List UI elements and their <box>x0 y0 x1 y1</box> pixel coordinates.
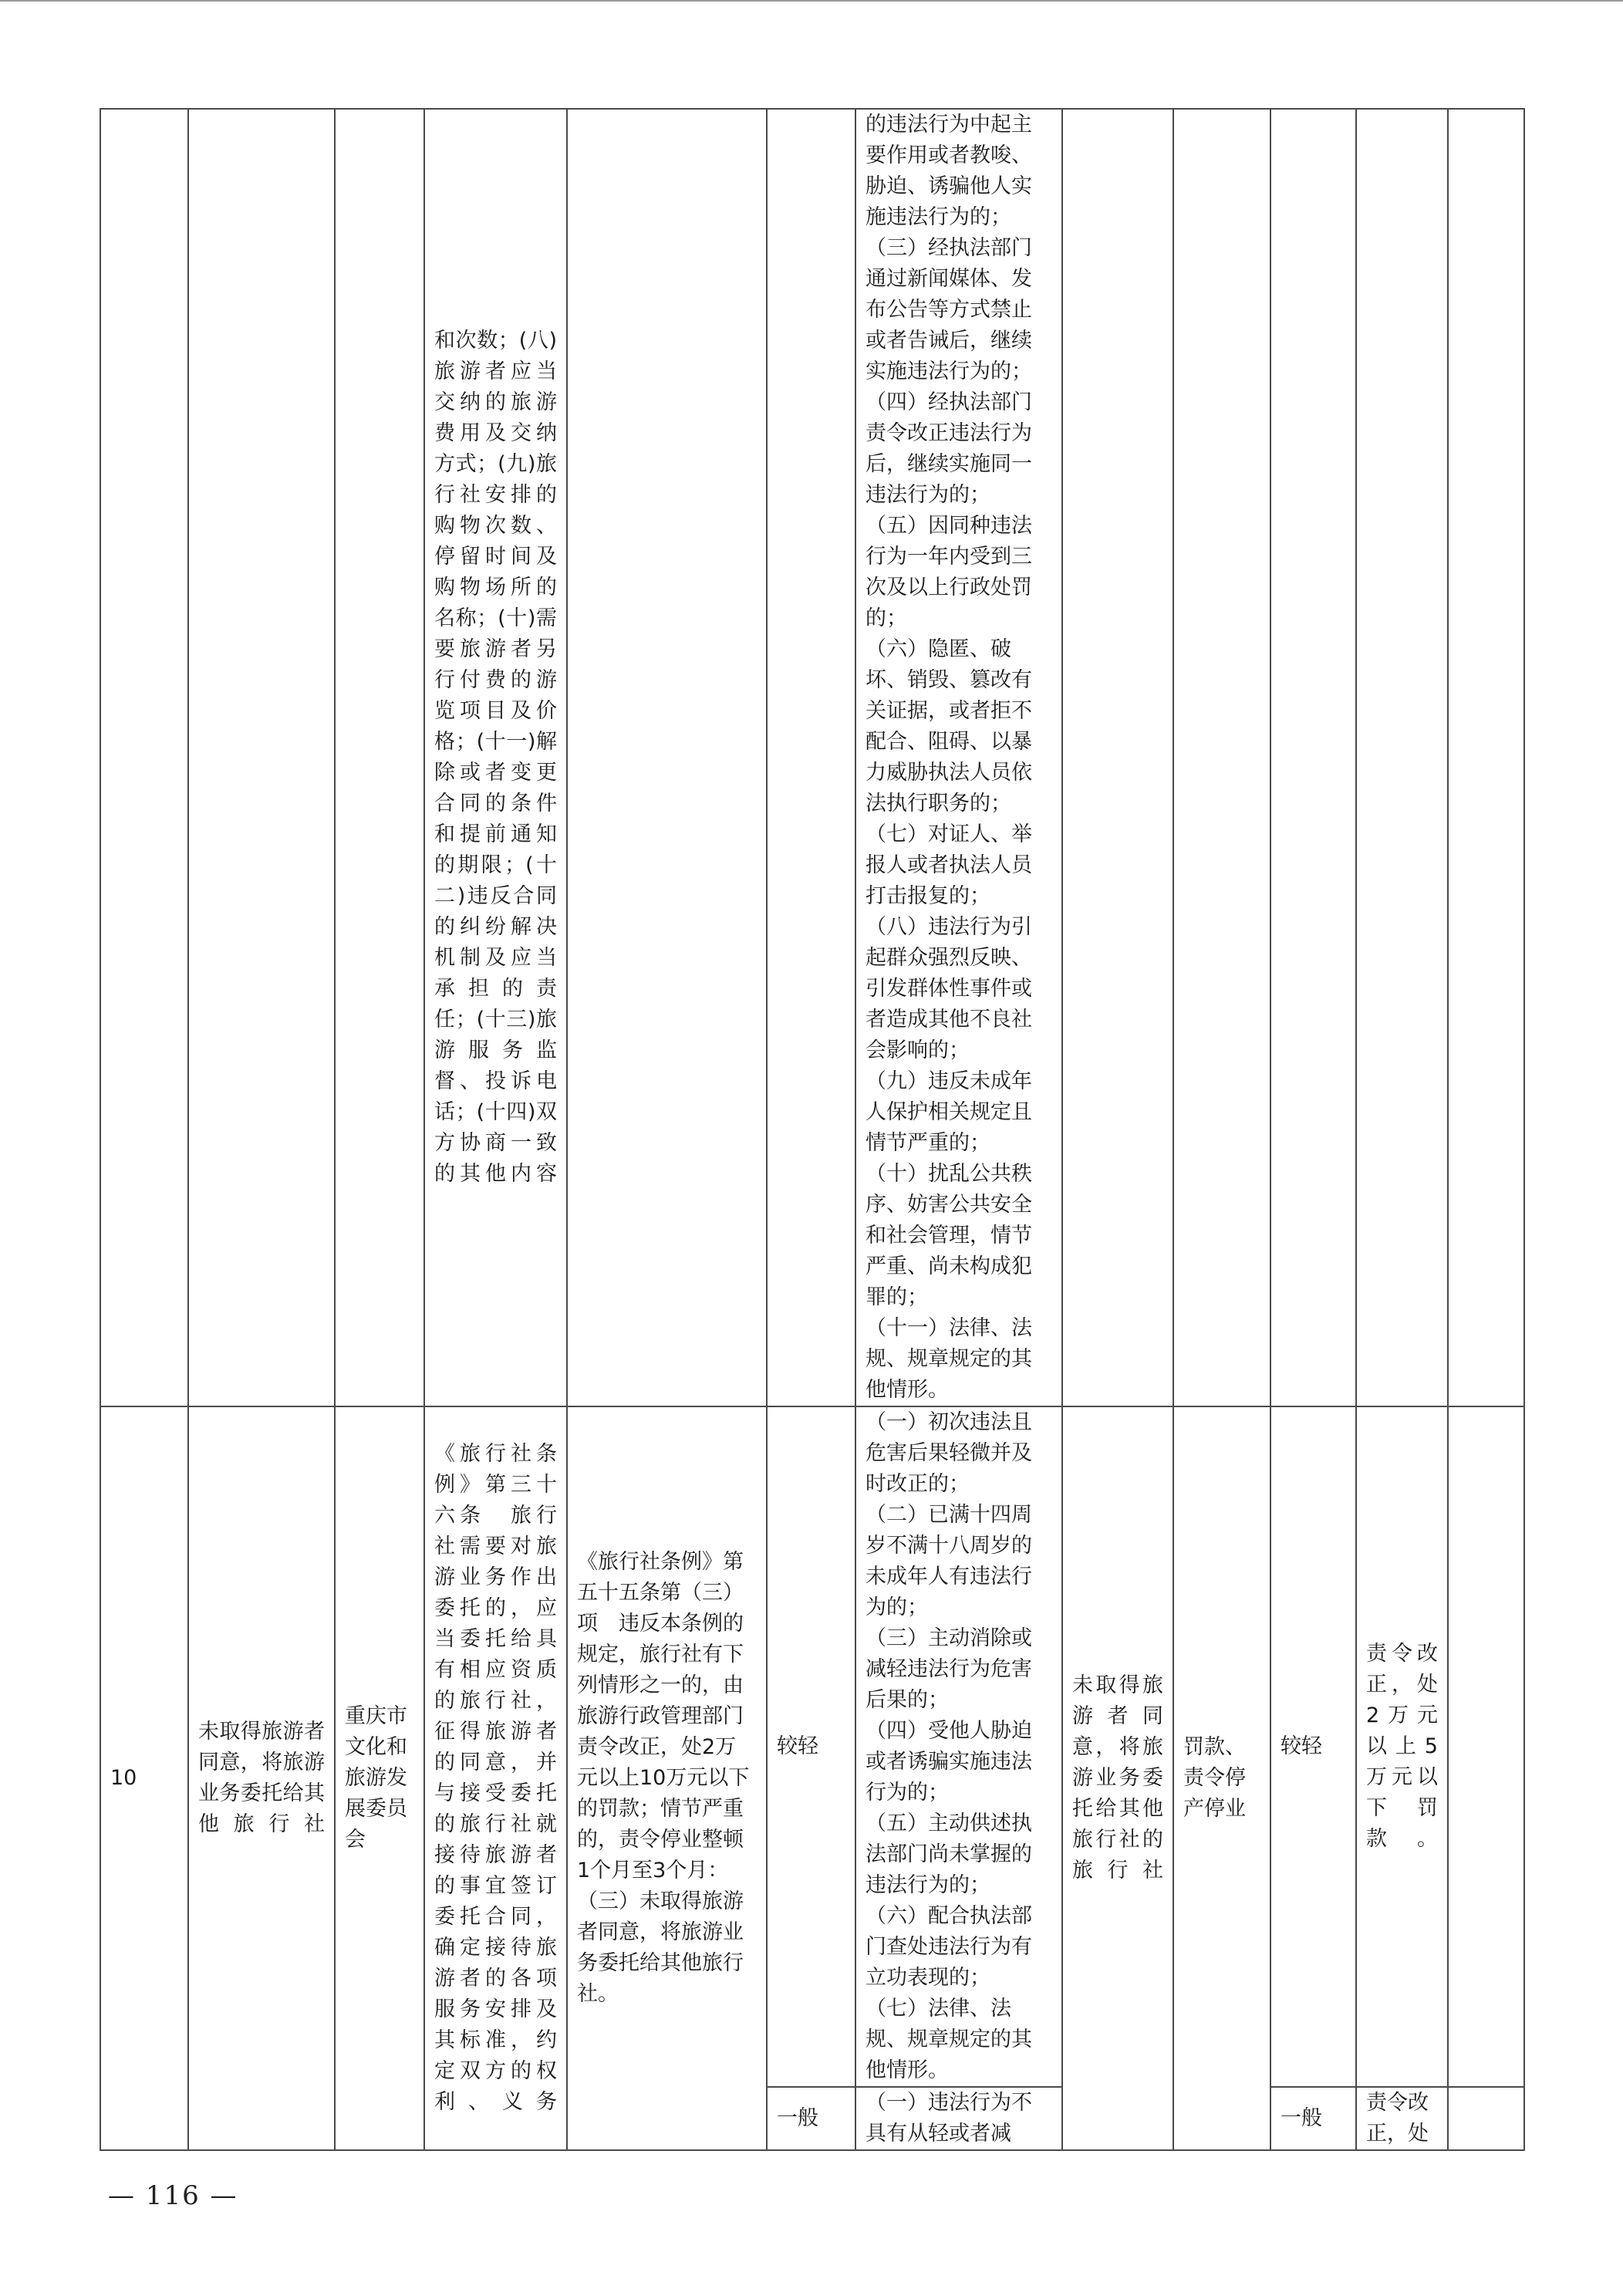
cell-level: 较轻 <box>767 1406 855 2087</box>
cell-remark <box>1448 109 1524 1406</box>
cell-discretion-level: 较轻 <box>1270 1406 1356 2087</box>
circumstance-item: （三）主动消除或减轻违法行为危害后果的； <box>865 1626 1032 1712</box>
cell-standard: 责令改正，处2万元以上5万元以下罚款。 <box>1356 1406 1448 2087</box>
cell-remark <box>1448 2087 1524 2150</box>
circumstance-item: 的违法行为中起主要作用或者教唆、胁迫、诱骗他人实施违法行为的； <box>865 113 1032 229</box>
cell-standard <box>1356 109 1448 1406</box>
cell-basis-clause: 《旅行社条例》第三十六条 旅行社需要对旅游业务作出委托的，应当委托给具有相应资质的旅行社，征得旅游者的同意，并与接受委托的旅行社就接待旅游者的事宜签订委托合同，确定接待旅游者的各项服务安排及其标准，约定双方的权利、义务 <box>424 1406 567 2150</box>
cell-level <box>767 109 855 1406</box>
circumstance-item: （七）法律、法规、规章规定的其他情形。 <box>865 1997 1032 2082</box>
cell-no: 10 <box>100 1406 188 2150</box>
circumstance-item: （五）主动供述执法部门尚未掌握的违法行为的； <box>865 1811 1032 1897</box>
cell-no <box>100 109 188 1406</box>
cell-department: 重庆市文化和旅游发展委员会 <box>335 1406 424 2150</box>
cell-violation-summary <box>1062 109 1173 1406</box>
circumstance-item: （九）违反未成年人保护相关规定且情节严重的； <box>865 1069 1032 1155</box>
page-number: — 116 — <box>108 2180 238 2211</box>
circumstance-item: （六）配合执法部门查处违法行为有立功表现的； <box>865 1904 1032 1990</box>
cell-level: 一般 <box>767 2087 855 2150</box>
cell-circumstances <box>855 109 1062 1406</box>
cell-standard: 责令改正，处 <box>1356 2087 1448 2150</box>
cell-discretion-level <box>1270 109 1356 1406</box>
table-row-10 <box>100 1406 1524 2087</box>
circumstance-item: （五）因同种违法行为一年内受到三次及以上行政处罚的； <box>865 514 1032 630</box>
circumstance-item: （十）扰乱公共秩序、妨害公共安全和社会管理，情节严重、尚未构成犯罪的； <box>865 1162 1032 1309</box>
circumstance-item: （四）经执法部门责令改正违法行为后，继续实施同一违法行为的； <box>865 390 1032 507</box>
circumstance-item: （一）违法行为不具有从轻或者减 <box>865 2091 1032 2146</box>
cell-violation <box>188 109 335 1406</box>
table-row-continued <box>100 109 1524 1406</box>
cell-discretion-level: 一般 <box>1270 2087 1356 2150</box>
circumstance-item: （四）受他人胁迫或者诱骗实施违法行为的； <box>865 1719 1032 1805</box>
cell-penalty-clause <box>567 109 767 1406</box>
cell-violation: 未取得旅游者同意，将旅游业务委托给其他旅行社 <box>188 1406 335 2150</box>
circumstance-item: （一）初次违法且危害后果轻微并及时改正的； <box>865 1410 1032 1496</box>
cell-penalty-clause: 《旅行社条例》第五十五条第（三）项 违反本条例的规定，旅行社有下列情形之一的，由旅游行政管理部门责令改正，处2万元以上10万元以下的罚款；情节严重的，责令停业整顿1个月至3个月：（三）未取得旅游者同意，将旅游业务委托给其他旅行社。 <box>567 1406 767 2150</box>
circumstance-item: （七）对证人、举报人或者执法人员打击报复的； <box>865 822 1032 908</box>
cell-penalty-type <box>1173 109 1270 1406</box>
cell-basis-clause: 和次数；(八)旅游者应当交纳的旅游费用及交纳方式；(九)旅行社安排的购物次数、停留时间及购物场所的名称；(十)需要旅游者另行付费的游览项目及价格；(十一)解除或者变更合同的条件和提前通知的期限；(十二)违反合同的纠纷解决机制及应当承担的责任；(十三)旅游服务监督、投诉电话；(十四)双方协商一致的其他内容 <box>424 109 567 1406</box>
cell-violation-summary: 未取得旅游者同意，将旅游业务委托给其他旅行社的旅行社 <box>1062 1406 1173 2150</box>
cell-department <box>335 109 424 1406</box>
circumstance-item: （六）隐匿、破坏、销毁、篡改有关证据，或者拒不配合、阻碍、以暴力威胁执法人员依法执行职务的； <box>865 637 1032 815</box>
circumstance-item: （八）违法行为引起群众强烈反映、引发群体性事件或者造成其他不良社会影响的； <box>865 915 1032 1062</box>
circumstance-item: （十一）法律、法规、规章规定的其他情形。 <box>865 1316 1032 1402</box>
cell-remark <box>1448 1406 1524 2087</box>
page-top-border <box>0 0 1623 2</box>
cell-circumstances <box>855 1406 1062 2087</box>
cell-penalty-type: 罚款、责令停产停业 <box>1173 1406 1270 2150</box>
circumstance-item: （二）已满十四周岁不满十八周岁的未成年人有违法行为的； <box>865 1503 1032 1619</box>
penalty-discretion-table <box>100 108 1525 2151</box>
cell-circumstances <box>855 2087 1062 2150</box>
circumstance-item: （三）经执法部门通过新闻媒体、发布公告等方式禁止或者告诫后，继续实施违法行为的； <box>865 236 1032 383</box>
